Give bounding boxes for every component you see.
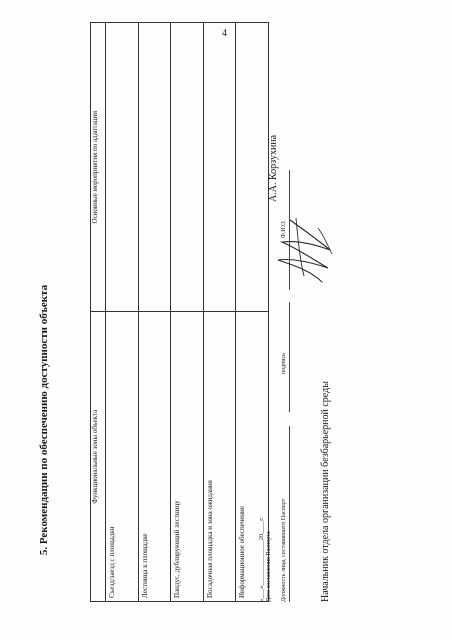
measures-cell (138, 23, 171, 313)
zone-cell: Информационное обеспечение (236, 312, 269, 602)
signature-caption: подпись (281, 353, 287, 374)
zone-cell: Пандус, дублирующий лестницу (171, 312, 204, 602)
measures-cell (171, 23, 204, 313)
page-number: 4 (222, 28, 227, 39)
recommendations-table (90, 22, 269, 602)
table-row (236, 23, 269, 602)
handwritten-signature (270, 210, 340, 290)
table-header-row (91, 23, 106, 602)
name-caption: Ф.И.О. (281, 220, 287, 238)
table-row (171, 23, 204, 602)
table-row (203, 23, 236, 602)
measures-cell (203, 23, 236, 313)
measures-cell (236, 23, 269, 313)
position-rule (289, 426, 290, 602)
section-title: 5. Рекомендации по обеспечению доступности объекта (38, 284, 50, 556)
date-caption: Дата составления Паспорта (266, 531, 272, 602)
zone-cell: Посадочная площадка и зона ожидания (203, 312, 236, 602)
table-row (106, 23, 139, 602)
date-line: «___»______________20____г. (258, 517, 265, 602)
zone-cell: Лестница к площадке (138, 312, 171, 602)
table-row (138, 23, 171, 602)
head-position-title: Начальник отдела организации безбарьерной среды (320, 381, 331, 602)
column-header-zones: Функциональные зоны объекта (91, 312, 106, 602)
column-header-measures: Основные мероприятия по адаптации (91, 23, 106, 313)
head-name: А.А. Корзухина (268, 134, 279, 202)
measures-cell (106, 23, 139, 313)
rotated-page-content (38, 20, 452, 620)
zone-cell: Съезд/заезд с площадки (106, 312, 139, 602)
position-caption: Должность лица, составившего Паспорт (281, 498, 287, 602)
signature-rule (289, 302, 290, 412)
